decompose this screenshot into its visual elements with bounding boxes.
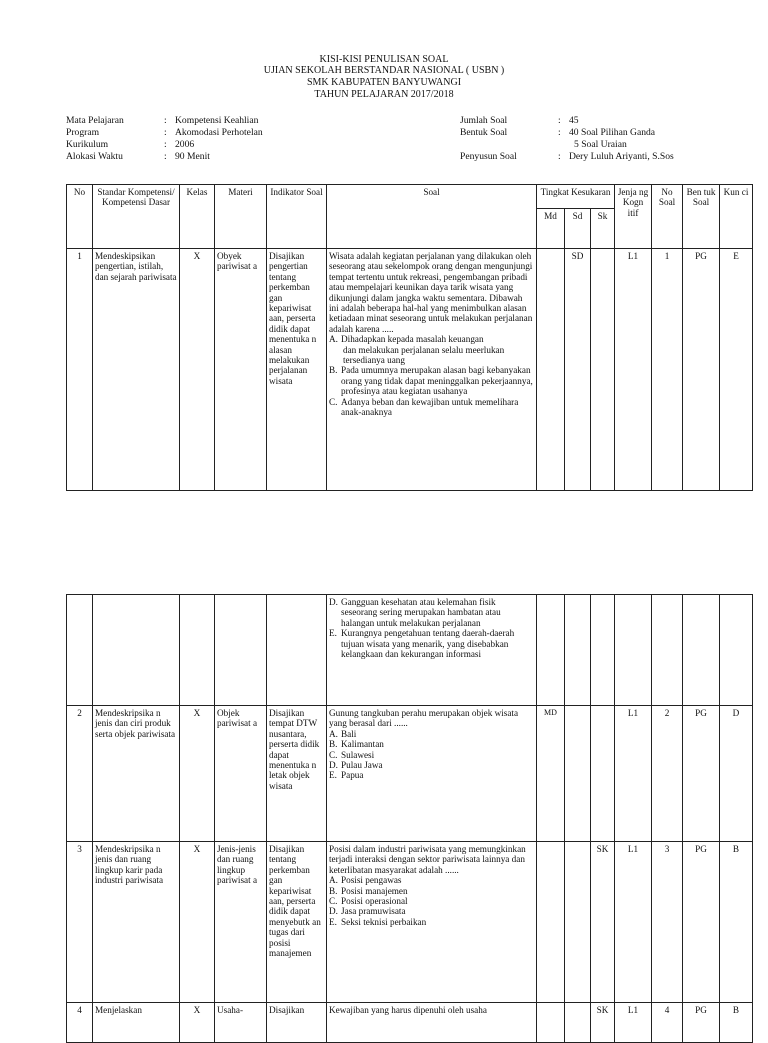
option-letter: E. <box>329 628 337 639</box>
option-letter: C. <box>329 896 338 907</box>
meta-value: Kompetensi Keahlian <box>175 115 259 126</box>
meta-sep: : <box>164 127 167 138</box>
option-letter: B. <box>329 739 338 750</box>
option-text: Sulawesi <box>341 749 375 760</box>
title-line-1: KISI-KISI PENULISAN SOAL <box>319 54 449 65</box>
question-text: Posisi dalam industri pariwisata yang memungkinkan terjadi interaksi dengan sektor pariwisata lainnya dan keterlibatan masyarakat adalah ...... <box>329 844 526 875</box>
header-jenjang: Jenja ng Kogn itif <box>615 185 652 249</box>
option-a-continued: dan melakukan perjalanan selalu meerlukan tersedianya uang <box>343 344 505 366</box>
option-letter: D. <box>329 760 338 771</box>
meta-label: Bentuk Soal <box>460 127 508 138</box>
meta-value: 2006 <box>175 139 195 150</box>
cell-sk: SK <box>591 1003 615 1043</box>
option-text: Dihadapkan kepada masalah keuangan <box>341 334 484 345</box>
cell-sd <box>565 706 591 842</box>
cell-standar: Mendeskipsikan pengertian, istilah, dan sejarah pariwisata <box>93 249 180 491</box>
cell-no: 3 <box>67 842 93 1003</box>
meta-label: Mata Pelajaran <box>66 115 124 126</box>
title-line-4: TAHUN PELAJARAN 2017/2018 <box>314 89 454 100</box>
option-text: Posisi operasional <box>341 896 408 907</box>
option-text: Pulau Jawa <box>341 760 383 771</box>
meta-sep: : <box>558 115 561 126</box>
meta-label: Alokasi Waktu <box>66 151 123 162</box>
cell-kelas: X <box>180 249 215 491</box>
option-text: Bali <box>341 728 357 739</box>
cell-md <box>537 842 565 1003</box>
option-text: Jasa pramuwisata <box>341 906 406 917</box>
header-sk: Sk <box>591 209 615 249</box>
cell-no: 4 <box>67 1003 93 1043</box>
cell-bentuk: PG <box>683 1003 720 1043</box>
header-kunci: Kun ci <box>720 185 753 249</box>
cell-bentuk: PG <box>683 706 720 842</box>
cell-sk: SK <box>591 842 615 1003</box>
meta-value: 40 Soal Pilihan Ganda <box>569 127 656 138</box>
option-letter: E. <box>329 916 337 927</box>
option-letter: A. <box>329 334 338 345</box>
kisi-kisi-table-1 <box>66 184 753 491</box>
option-letter: D. <box>329 597 338 607</box>
meta-label: Program <box>66 127 100 138</box>
kisi-kisi-table-2 <box>66 594 753 1043</box>
option-d <box>329 597 534 628</box>
option-letter: B. <box>329 885 338 896</box>
meta-right <box>460 115 674 163</box>
question-text: Wisata adalah kegiatan perjalanan yang dilakukan oleh seseorang atau sekelompok orang dengan mengunjungi tempat tertentu untuk rekreasi, pengembangan pribadi atau mempelajari keunikan daya tarik wisata yang dikunjungi dalam jangka waktu sementara. Dibawah ini adalah beberapa hal-hal yang menimbulkan alasan ketiadaan minat seseorang untuk melakukan perjalanan adalah karena ..... <box>329 251 533 334</box>
table-row <box>67 706 753 842</box>
cell-md <box>537 1003 565 1043</box>
title-line-2: UJIAN SEKOLAH BERSTANDAR NASIONAL ( USBN ) <box>263 65 505 76</box>
cell-jenjang: L1 <box>615 706 652 842</box>
cell-jenjang: L1 <box>615 249 652 491</box>
cell-kunci: B <box>720 842 753 1003</box>
cell-soal <box>327 249 537 491</box>
table-row <box>67 595 753 706</box>
option-d <box>329 760 534 770</box>
meta-value: Akomodasi Perhotelan <box>175 127 263 138</box>
cell-sk <box>591 249 615 491</box>
cell-standar: Mendeskripsika n jenis dan ruang lingkup karir pada industri pariwisata <box>93 842 180 1003</box>
table-row <box>67 249 753 491</box>
meta-sep: : <box>558 127 561 138</box>
cell-standar: Mendeskripsika n jenis dan ciri produk serta objek pariwisata <box>93 706 180 842</box>
option-text: Posisi manajemen <box>341 885 408 896</box>
option-letter: A. <box>329 728 338 739</box>
option-b <box>329 365 534 396</box>
option-d <box>329 906 534 916</box>
option-letter: C. <box>329 396 338 407</box>
cell-no: 1 <box>67 249 93 491</box>
cell-jenjang: L1 <box>615 1003 652 1043</box>
option-b <box>329 739 534 749</box>
table-row <box>67 1003 753 1043</box>
header-materi: Materi <box>215 185 267 249</box>
option-c <box>329 397 534 418</box>
option-letter: B. <box>329 365 338 376</box>
cell-soal <box>327 1003 537 1043</box>
cell-nosoal: 1 <box>652 249 683 491</box>
header-nosoal: No Soal <box>652 185 683 249</box>
option-e <box>329 770 534 780</box>
option-a <box>329 334 534 344</box>
option-text: Kurangnya pengetahuan tentang daerah-daerah tujuan wisata yang menarik, yang disebabkan kelangkaan dan kekurangan informasi <box>341 628 515 660</box>
cell-soal <box>327 842 537 1003</box>
table-header-row <box>67 185 753 209</box>
cell-sk <box>591 706 615 842</box>
cell-materi: Obyek pariwisat a <box>215 249 267 491</box>
cell-kelas: X <box>180 1003 215 1043</box>
table-row <box>67 842 753 1003</box>
cell-jenjang: L1 <box>615 842 652 1003</box>
cell-standar: Menjelaskan <box>93 1003 180 1043</box>
meta-value: 45 <box>569 115 579 126</box>
option-text: Papua <box>341 770 364 781</box>
option-e <box>329 917 534 927</box>
option-text: Adanya beban dan kewajiban untuk memelihara anak-anaknya <box>341 396 519 418</box>
meta-label: Penyusun Soal <box>460 151 517 162</box>
meta-value: Dery Luluh Ariyanti, S.Sos <box>569 151 674 162</box>
meta-sep: : <box>164 151 167 162</box>
option-e <box>329 628 534 659</box>
option-text: Kalimantan <box>341 739 384 750</box>
cell-materi: Jenis-jenis dan ruang lingkup pariwisat a <box>215 842 267 1003</box>
cell-soal <box>327 706 537 842</box>
cell-nosoal: 3 <box>652 842 683 1003</box>
meta-label: Kurikulum <box>66 139 109 150</box>
cell-soal <box>327 595 537 706</box>
meta-sep: : <box>558 151 561 162</box>
option-letter: E. <box>329 770 337 781</box>
cell-bentuk: PG <box>683 249 720 491</box>
cell-kunci: D <box>720 706 753 842</box>
option-text: Posisi pengawas <box>341 875 402 886</box>
option-a <box>329 729 534 739</box>
meta-left <box>66 115 263 163</box>
cell-indikator: Disajikan tentang perkemban gan kepariwisat aan, perserta didik dapat menyebutk an tugas dari posisi manajemen <box>267 842 327 1003</box>
cell-kelas: X <box>180 842 215 1003</box>
cell-kelas: X <box>180 706 215 842</box>
cell-no: 2 <box>67 706 93 842</box>
option-b <box>329 886 534 896</box>
option-c <box>329 750 534 760</box>
option-letter: A. <box>329 875 338 886</box>
option-text: Seksi teknisi perbaikan <box>341 916 427 927</box>
cell-md <box>537 249 565 491</box>
header-soal: Soal <box>327 185 537 249</box>
header-indikator: Indikator Soal <box>267 185 327 249</box>
cell-bentuk: PG <box>683 842 720 1003</box>
option-a <box>329 875 534 885</box>
cell-nosoal: 2 <box>652 706 683 842</box>
header-md: Md <box>537 209 565 249</box>
option-text: Gangguan kesehatan atau kelemahan fisik seseorang sering merupakan hambatan atau halangan untuk melakukan perjalanan <box>341 597 501 628</box>
cell-sd: SD <box>565 249 591 491</box>
meta-value: 5 Soal Uraian <box>574 139 627 150</box>
meta-sep: : <box>164 139 167 150</box>
cell-materi: Objek pariwisat a <box>215 706 267 842</box>
header-no: No <box>67 185 93 249</box>
cell-materi: Usaha- <box>215 1003 267 1043</box>
cell-kunci: B <box>720 1003 753 1043</box>
meta-sep: : <box>164 115 167 126</box>
title-line-3: SMK KABUPATEN BANYUWANGI <box>306 77 462 88</box>
option-c <box>329 896 534 906</box>
cell-indikator: Disajikan tempat DTW nusantara, perserta didik dapat menentuka n letak objek wisata <box>267 706 327 842</box>
cell-kunci: E <box>720 249 753 491</box>
option-letter: C. <box>329 749 338 760</box>
header-bentuk: Ben tuk Soal <box>683 185 720 249</box>
header-standar: Standar Kompetensi/ Kompetensi Dasar <box>93 185 180 249</box>
header-sd: Sd <box>565 209 591 249</box>
question-text: Kewajiban yang harus dipenuhi oleh usaha <box>329 1005 487 1015</box>
header-tingkat: Tingkat Kesukaran <box>537 185 615 209</box>
cell-md: MD <box>537 706 565 842</box>
cell-indikator: Disajikan <box>267 1003 327 1043</box>
question-text: Gunung tangkuban perahu merupakan objek wisata yang berasal dari ...... <box>329 708 519 729</box>
option-letter: D. <box>329 906 338 917</box>
cell-sd <box>565 1003 591 1043</box>
cell-sd <box>565 842 591 1003</box>
meta-value: 90 Menit <box>175 151 210 162</box>
header-kelas: Kelas <box>180 185 215 249</box>
cell-nosoal: 4 <box>652 1003 683 1043</box>
meta-label: Jumlah Soal <box>460 115 508 126</box>
cell-indikator: Disajikan pengertian tentang perkemban gan kepariwisat aan, perserta didik dapat menentuka n alasan melakukan perjalanan wisata <box>267 249 327 491</box>
option-text: Pada umumnya merupakan alasan bagi kebanyakan orang yang tidak dapat meninggalkan pekerjaannya, profesinya atau kegiatan usahanya <box>341 365 533 397</box>
